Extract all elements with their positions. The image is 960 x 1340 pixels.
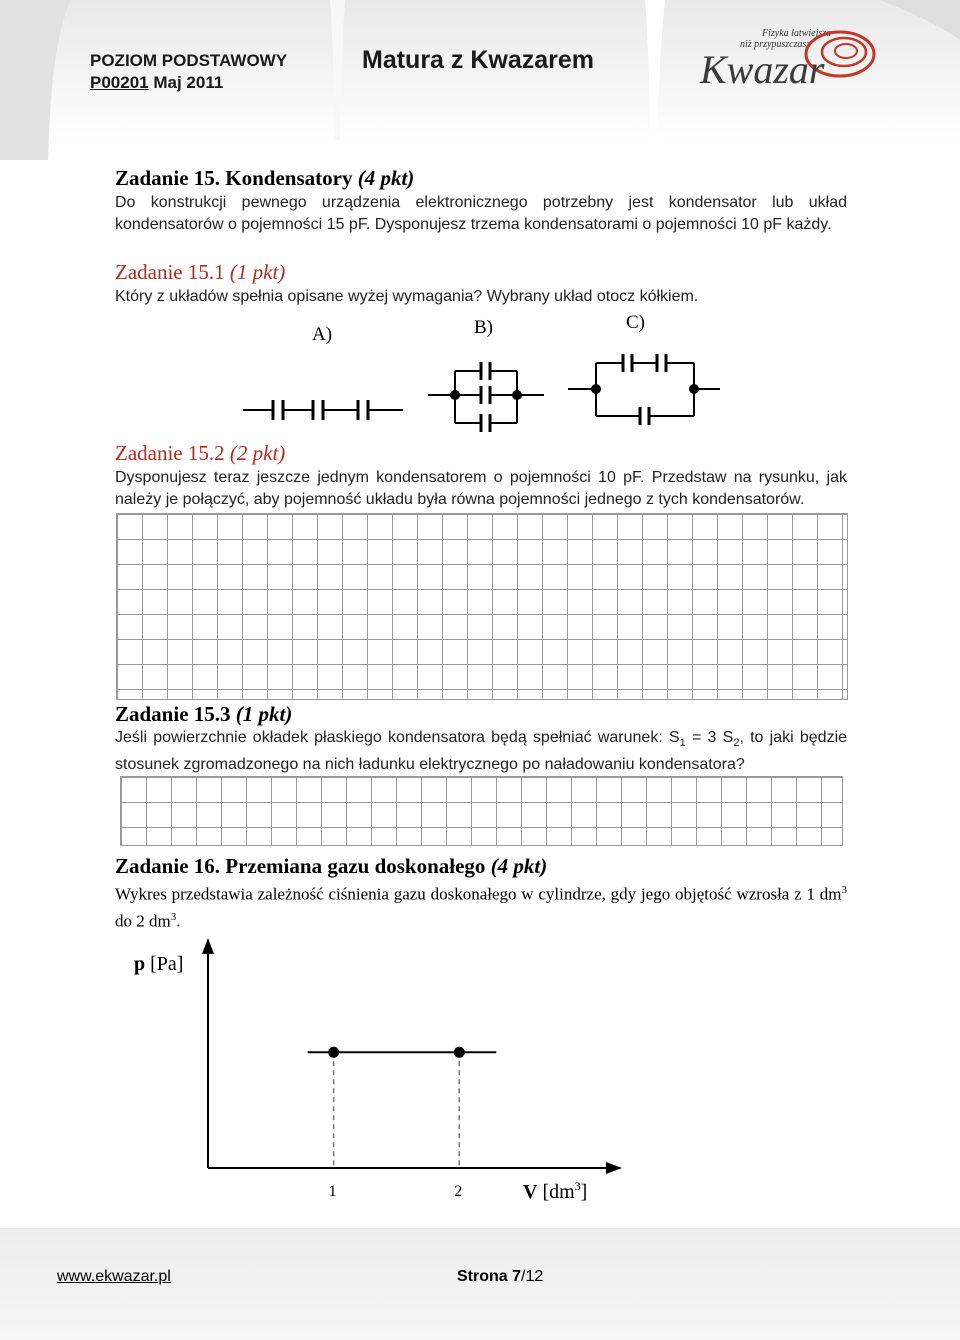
task15-2-question: Dysponujesz teraz jeszcze jednym kondensatorem o pojemności 10 pF. Przedstaw na rysunku, jak należy je połączyć, aby pojemność układu była równa pojemności jednego z tych kondensatorów. (115, 469, 847, 508)
task15-1-heading: Zadanie 15.1 (1 pkt) (115, 260, 286, 284)
logo-tagline: Fizyka łatwiejsza niż przypuszczasz (740, 28, 832, 50)
task15-3-heading: Zadanie 15.3 (1 pkt) (115, 702, 293, 726)
data-point (328, 1047, 339, 1058)
circuit-a (243, 400, 403, 420)
circuit-a-label: A) (312, 324, 333, 345)
footer-link[interactable]: www.ekwazar.pl (57, 1268, 171, 1285)
circuit-c-label: C) (626, 312, 645, 333)
x-axis-label: V $[dm^3]$ (523, 1179, 588, 1203)
task15-3-question: Jeśli powierzchnie okładek płaskiego kondensatora będą spełniać warunek: $S_1 = 3$ $S_2$, to jaki będzie stosunek zgromadzonego na nich ładunku elektrycznego po naładowaniu kondensatora? (115, 729, 848, 774)
answer-grid-15-2[interactable] (116, 513, 848, 700)
task16-question: Wykres przedstawia zależność ciśnienia gazu doskonałego w cylindrze, gdy jego objętość wzrosła z 1 $dm^3$ do 2 $dm^3$. (115, 884, 847, 931)
header-meta (90, 50, 287, 94)
task15-heading: Zadanie 15. Kondensatory (4 pkt) (115, 166, 415, 190)
x-tick-label: 1 (328, 1183, 337, 1200)
x-axis-arrow-icon (606, 1162, 622, 1174)
page-header (0, 0, 960, 140)
task15-2-heading: Zadanie 15.2 (2 pkt) (115, 441, 286, 465)
chart-axes (208, 948, 610, 1168)
task15-1-question: Który z układów spełnia opisane wyżej wymagania? Wybrany układ otocz kółkiem. (115, 288, 699, 305)
header-title: Matura z Kwazarem (362, 46, 595, 74)
level-label: POZIOM PODSTAWOWY (90, 51, 288, 70)
data-point (454, 1047, 465, 1058)
answer-grid-15-3[interactable] (120, 776, 843, 846)
circuit-c (568, 354, 720, 425)
task16-heading: Zadanie 16. Przemiana gazu doskonałego (4 pkt) (115, 854, 548, 878)
exam-date: Maj 2011 (153, 73, 224, 92)
kwazar-logo (700, 28, 880, 98)
task15-intro: Do konstrukcji pewnego urządzenia elektronicznego potrzebny jest kondensator lub układ kondensatorów o pojemności 15 pF. Dysponujesz trzema kondensatorami o pojemności 10 pF każdy. (115, 194, 847, 233)
circuit-b-label: B) (474, 317, 493, 338)
page-number: Strona 7/12 (457, 1268, 544, 1285)
y-axis-arrow-icon (202, 938, 214, 954)
circuit-b (428, 362, 544, 432)
logo-brand: Kwazar (700, 47, 825, 92)
exam-code: P00201 (90, 73, 149, 92)
y-axis-label: p [Pa] (134, 953, 184, 975)
x-tick-label: 2 (454, 1183, 463, 1200)
